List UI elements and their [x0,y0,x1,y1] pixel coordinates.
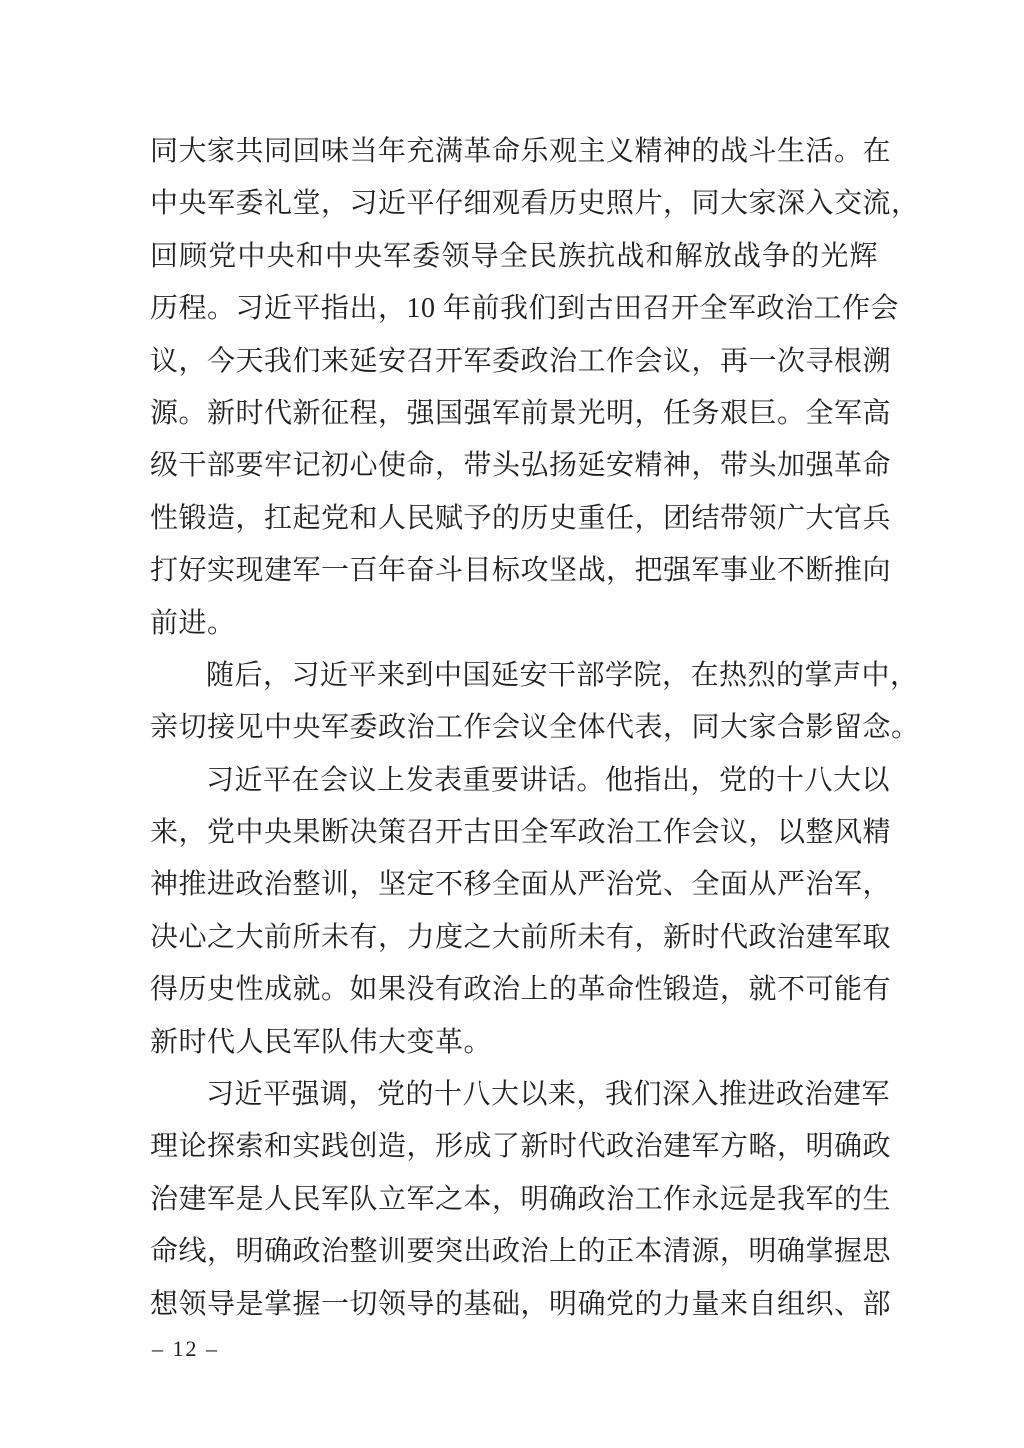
text-line: 命线，明确政治整训要突出政治上的正本清源，明确掌握思 [150,1236,892,1268]
text-line: 习近平在会议上发表重要讲话。他指出，党的十八大以 [206,764,891,796]
text-line: 决心之大前所未有，力度之大前所未有，新时代政治建军取 [150,921,892,953]
page-number: – 12 – [152,1336,219,1361]
text-line: 想领导是掌握一切领导的基础，明确党的力量来自组织、部 [150,1288,892,1320]
text-line: 性锻造，扛起党和人民赋予的历史重任，团结带领广大官兵 [150,502,892,534]
body-text [150,126,920,1331]
text-line: 随后，习近平来到中国延安干部学院，在热烈的掌声中， [206,659,919,691]
text-line: 同大家共同回味当年充满革命乐观主义精神的战斗生活。在 [150,136,892,167]
text-line: 级干部要牢记初心使命，带头弘扬延安精神，带头加强革命 [150,450,892,482]
text-line: 中央军委礼堂，习近平仔细观看历史照片，同大家深入交流， [150,188,920,220]
text-line: 打好实现建军一百年奋斗目标攻坚战，把强军事业不断推向 [150,555,892,587]
text-line: 习近平强调，党的十八大以来，我们深入推进政治建军 [206,1079,891,1111]
text-line: 议，今天我们来延安召开军委政治工作会议，再一次寻根溯 [150,345,892,377]
text-line: 治建军是人民军队立军之本，明确政治工作永远是我军的生 [150,1183,892,1215]
text-line: 源。新时代新征程，强国强军前景光明，任务艰巨。全军高 [150,397,892,429]
text-line: 新时代人民军队伟大变革。 [150,1026,493,1058]
text-line: 历程。习近平指出，10 年前我们到古田召开全军政治工作会 [150,293,900,325]
text-line: 前进。 [150,607,236,639]
text-line: 回顾党中央和中央军委领导全民族抗战和解放战争的光辉 [150,240,878,272]
text-line: 得历史性成就。如果没有政治上的革命性锻造，就不可能有 [150,974,892,1006]
text-line: 亲切接见中央军委政治工作会议全体代表，同大家合影留念。 [150,712,920,744]
text-line: 理论探索和实践创造，形成了新时代政治建军方略，明确政 [150,1131,892,1163]
text-line: 神推进政治整训，坚定不移全面从严治党、全面从严治军， [150,869,892,901]
text-line: 来，党中央果断决策召开古田全军政治工作会议，以整风精 [150,817,892,849]
